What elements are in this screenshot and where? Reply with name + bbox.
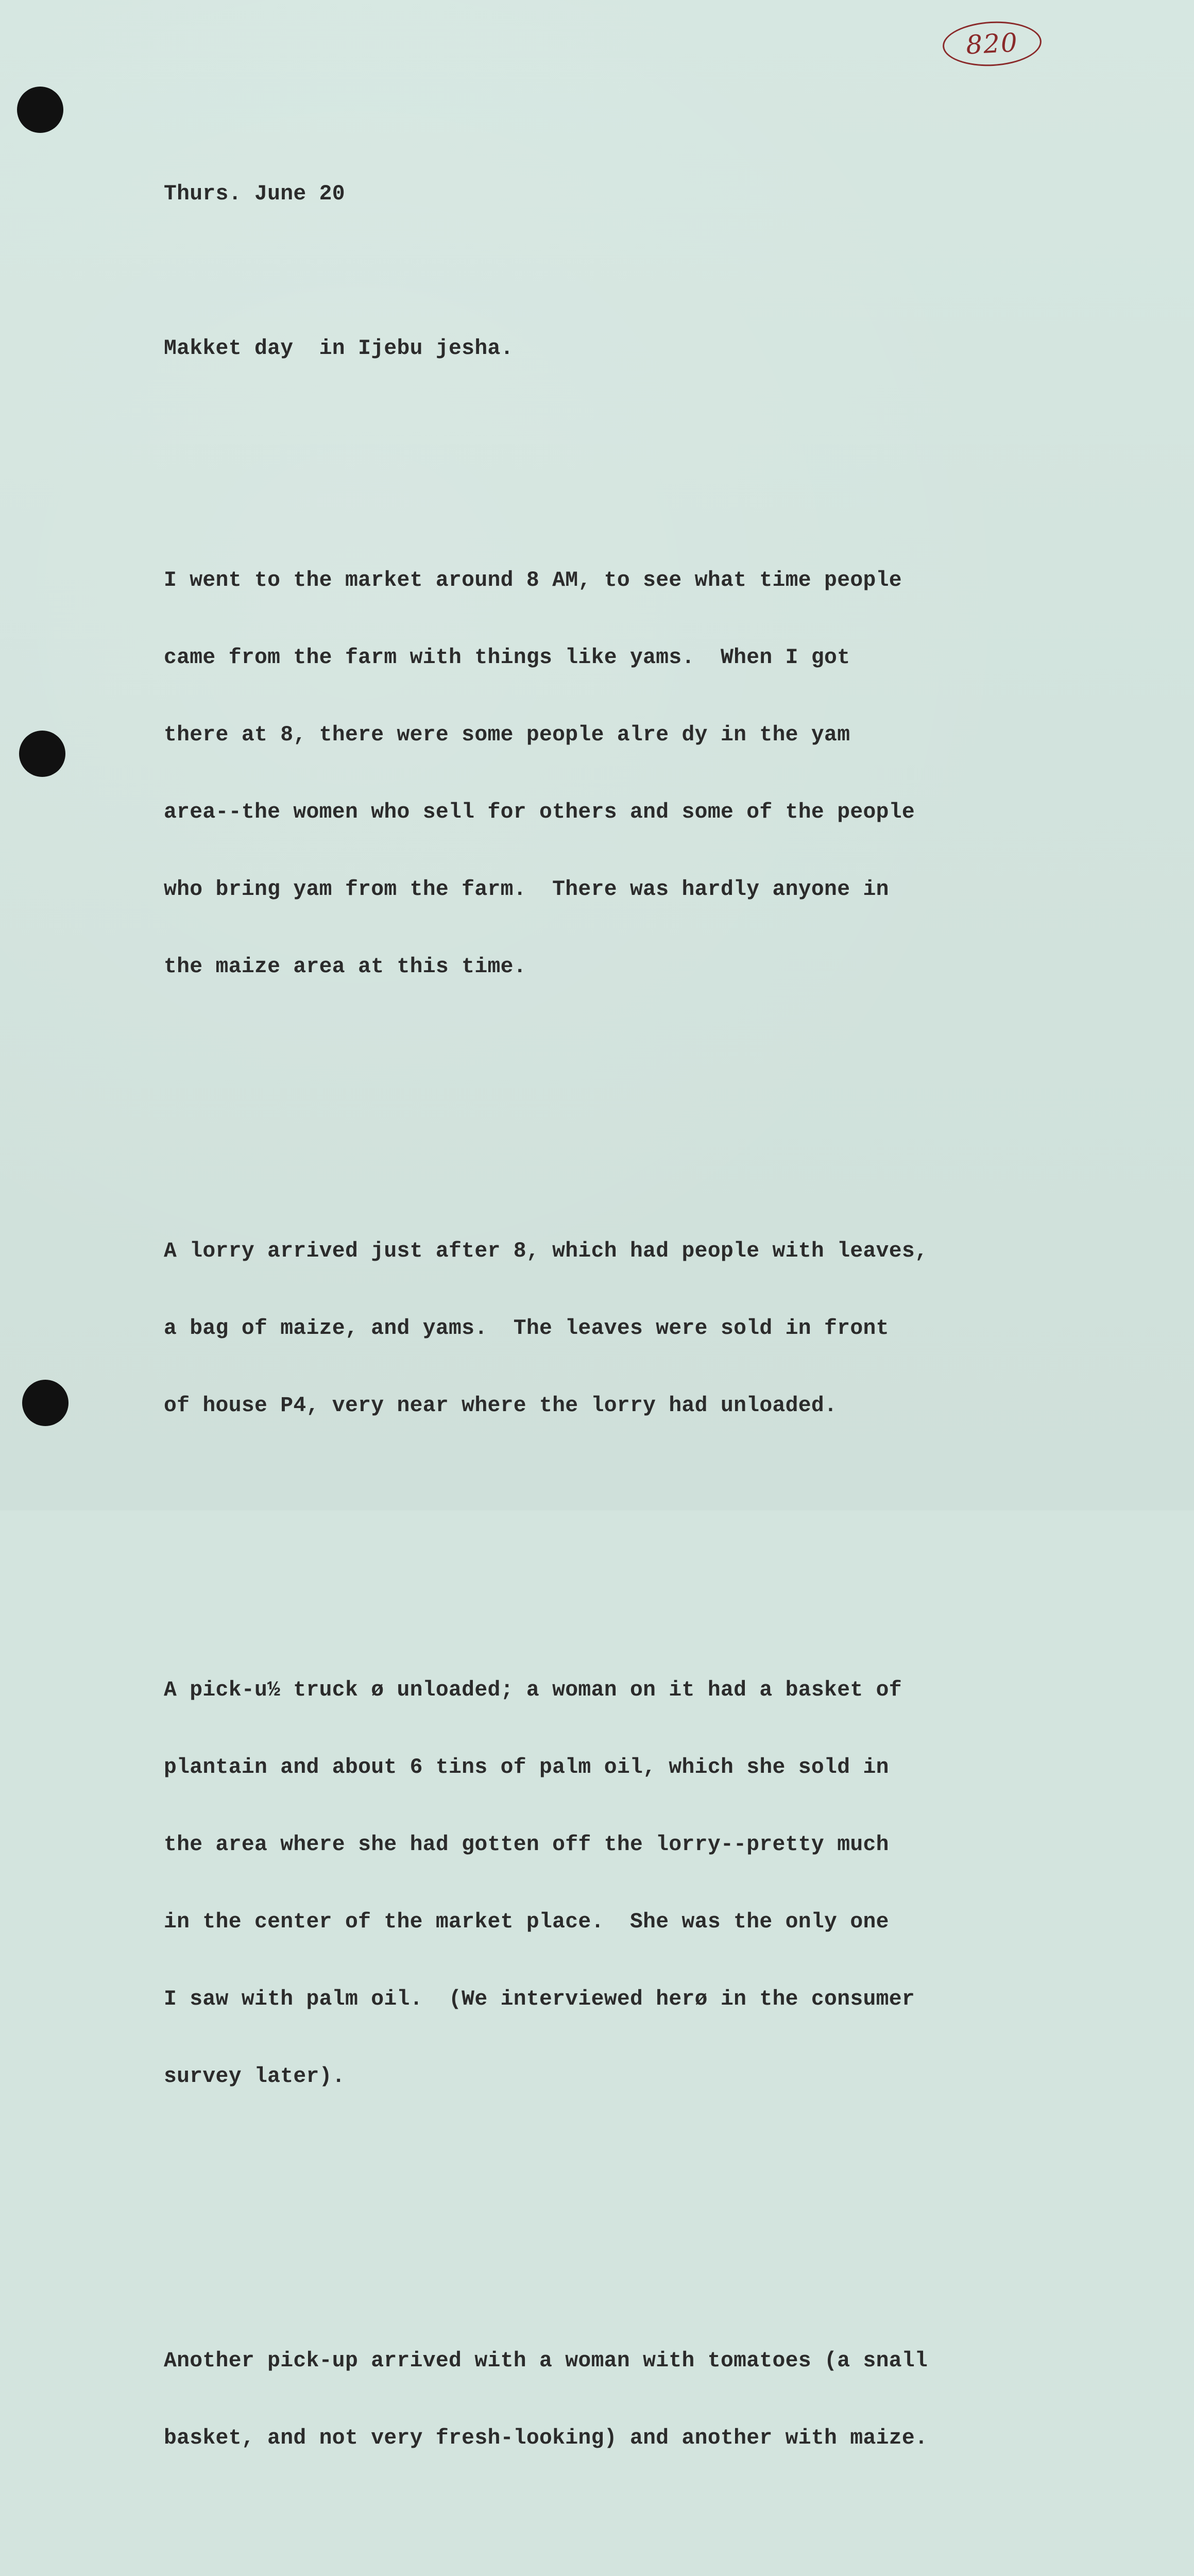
text-line: A pick-u½ truck ø unloaded; a woman on it had a basket of [164, 1679, 902, 1702]
page-number-stamp [942, 19, 1043, 69]
text-line: the maize area at this time. [164, 955, 526, 979]
text-line: the area where she had gotten off the lorry--pretty much [164, 1833, 889, 1857]
binder-hole [17, 87, 63, 133]
text-line: plantain and about 6 tins of palm oil, which she sold in [164, 1756, 889, 1780]
paragraph-4 [164, 2297, 1142, 2503]
text-line: a bag of maize, and yams. The leaves were sold in front [164, 1317, 889, 1341]
text-line: Another pick-up arrived with a woman with tomatoes (a snall [164, 2349, 928, 2373]
document-body [164, 130, 1142, 2576]
paragraph-1 [164, 516, 1142, 1031]
page-number: 820 [965, 27, 1019, 60]
text-line: came from the farm with things like yams. When I got [164, 646, 850, 670]
binder-hole [19, 731, 65, 777]
heading: Makket day in Ijebu jesha. [164, 337, 514, 361]
date-line: Thurs. June 20 [164, 182, 345, 206]
binder-hole [22, 1380, 69, 1426]
text-line: in the center of the market place. She was the only one [164, 1910, 889, 1934]
text-line: area--the women who sell for others and some of the people [164, 801, 915, 824]
text-line: I went to the market around 8 AM, to see what time people [164, 569, 902, 592]
text-line: I saw with palm oil. (We interviewed herø in the consumer [164, 1988, 915, 2011]
text-line: survey later). [164, 2065, 345, 2089]
text-line: who bring yam from the farm. There was hardly anyone in [164, 878, 889, 902]
paragraph-3 [164, 1626, 1142, 2141]
text-line: basket, and not very fresh-looking) and another with maize. [164, 2427, 928, 2450]
paragraph-2 [164, 1187, 1142, 1470]
text-line: there at 8, there were some people alre dy in the yam [164, 723, 850, 747]
text-line: A lorry arrived just after 8, which had people with leaves, [164, 1240, 928, 1263]
text-line: of house P4, very near where the lorry had unloaded. [164, 1394, 838, 1418]
